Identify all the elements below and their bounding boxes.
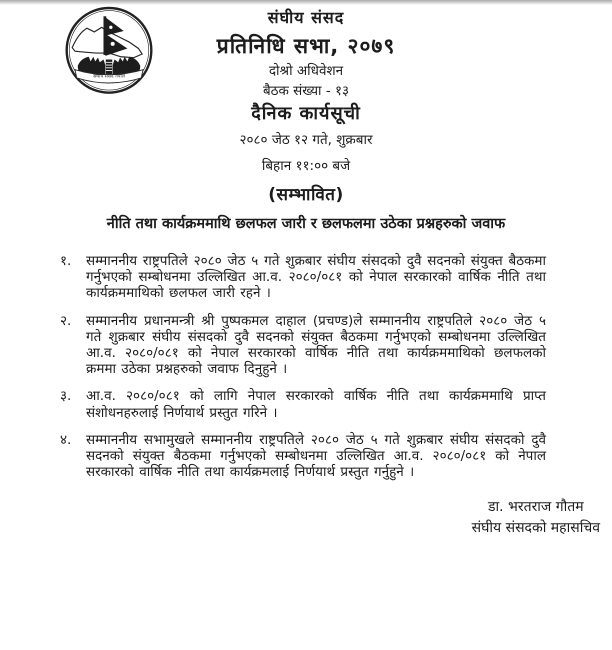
time-line: बिहान ११:०० बजे <box>261 158 351 174</box>
item-number: ४. <box>60 431 72 448</box>
item-number: २. <box>60 312 72 329</box>
daily-agenda-title: दैनिक कार्यसूची <box>251 103 361 124</box>
signatory-name: डा. भरतराज गौतम <box>488 499 584 516</box>
signature-block <box>472 497 600 539</box>
meeting-number: बैठक संख्या - १३ <box>262 83 350 99</box>
session-label: दोश्रो अधिवेशन <box>268 63 344 79</box>
item-text: सम्माननीय सभामुखले सम्माननीय राष्ट्रपतिले २०८० जेठ ५ गते शुक्रबार संघीय संसदको दुवै सदनको संयुक्त बैठकमा गर्नुभएको सम्बोधनमा उल्लिखित आ.व. २०८०/०८१ को नेपाल सरकारको वार्षिक नीति तथा कार्यक्रमलाई निर्णयार्थ प्रस्तुत गर्नुहुने । <box>86 431 546 481</box>
date-line: २०८० जेठ १२ गते, शुक्रबार <box>239 132 373 148</box>
agenda-item <box>60 432 546 481</box>
agenda-item <box>60 388 546 420</box>
signatory-title: संघीय संसदको महासचिव <box>471 520 600 537</box>
agenda-item-list <box>60 253 546 480</box>
item-text: सम्माननीय प्रधानमन्त्री श्री पुष्पकमल दाहाल (प्रचण्ड)ले सम्माननीय राष्ट्रपतिले २०८० जेठ ५ गते शुक्रबार संघीय संसदको दुवै सदनको संयुक्त बैठकमा गर्नुभएको सम्बोधनमा उल्लिखित आ.व. २०८०/०८१ को नेपाल सरकारको वार्षिक नीति तथा कार्यक्रममाथिको छलफलको क्रममा उठेका प्रश्नहरुको जवाफ दिनुहुने । <box>86 312 546 378</box>
item-text: सम्माननीय राष्ट्रपतिले २०८० जेठ ५ गते शुक्रबार संघीय संसदको दुवै सदनको संयुक्त बैठकमा गर्नुभएको सम्बोधनमा उल्लिखित आ.व. २०८०/०८१ को नेपाल सरकारको वार्षिक नीति तथा कार्यक्रममाथिको छलफल जारी रहने । <box>86 253 546 302</box>
house-title: प्रतिनिधि सभा, २०७९ <box>216 34 396 58</box>
agenda-item <box>60 313 546 378</box>
tentative-label: (सम्भावित) <box>268 185 344 205</box>
item-text: आ.व. २०८०/०८१ को लागि नेपाल सरकारको वार्षिक नीति तथा कार्यक्रममाथि प्राप्त संशोधनहरुलाई निर्णयार्थ प्रस्तुत गरिने । <box>86 388 546 421</box>
item-number: ३. <box>60 388 72 405</box>
emblem-banner-text: संघीय संसद नेपाल <box>93 74 125 80</box>
section-heading: नीति तथा कार्यक्रममाथि छलफल जारी र छलफलमा उठेका प्रश्नहरुको जवाफ <box>106 216 506 232</box>
agenda-item <box>60 253 546 302</box>
parliament-emblem-icon <box>63 4 155 104</box>
parliament-title: संघीय संसद <box>267 8 345 27</box>
item-number: १. <box>60 253 72 269</box>
